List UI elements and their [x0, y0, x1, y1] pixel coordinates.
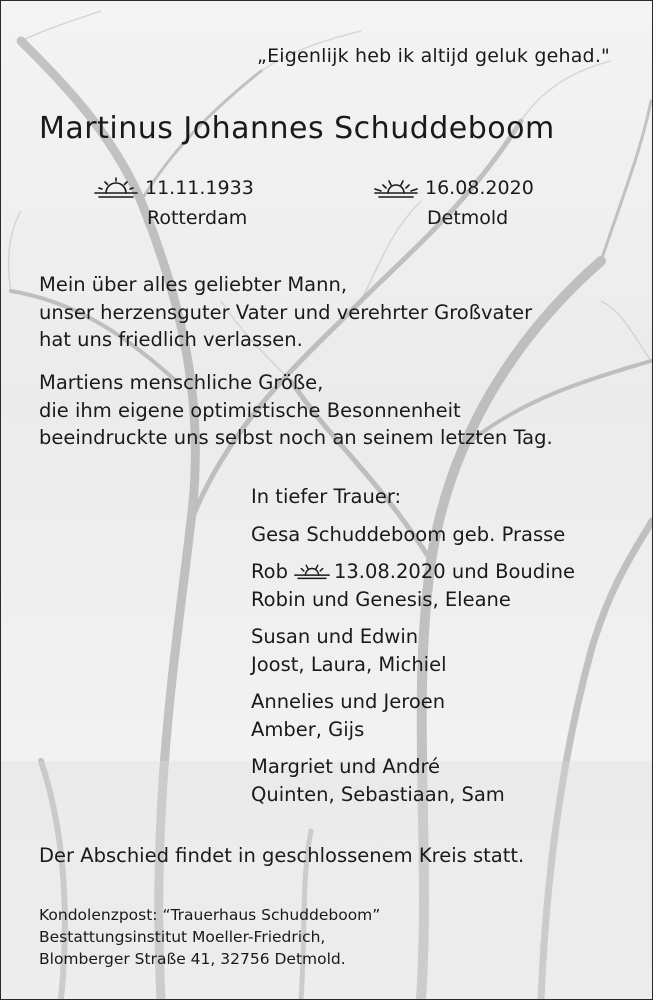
sunrise-icon	[93, 177, 139, 199]
mourner-children: Joost, Laura, Michiel	[251, 652, 447, 676]
death-date: 16.08.2020	[425, 177, 534, 199]
mourner-couple: Margriet und André	[251, 755, 441, 778]
tribute-line: die ihm eigene optimistische Besonnenheit	[39, 398, 461, 422]
farewell-note: Der Abschied findet in geschlossenem Kreis statt.	[39, 844, 525, 867]
contact-line: Kondolenzpost: “Trauerhaus Schuddeboom”	[39, 906, 381, 924]
widow-name: Gesa Schuddeboom geb. Prasse	[251, 522, 566, 546]
death-info	[373, 173, 534, 233]
mourner-children: Amber, Gijs	[251, 717, 365, 741]
tribute-line: Mein über alles geliebter Mann,	[39, 273, 348, 296]
birth-place: Rotterdam	[147, 207, 248, 229]
sunset-icon	[292, 562, 332, 580]
contact-line: Blomberger Straße 41, 32756 Detmold.	[39, 950, 346, 968]
condolence-address	[39, 904, 380, 970]
birth-info	[93, 173, 254, 233]
mourner-name: Rob	[251, 560, 288, 583]
sunset-icon	[373, 177, 419, 199]
mourner-group	[251, 623, 641, 678]
death-place: Detmold	[427, 207, 509, 229]
mourners-list	[251, 483, 641, 818]
tribute-line: unser herzensguter Vater und verehrter Großvater	[39, 300, 533, 324]
motto-quote: „Eigenlijk heb ik altijd geluk gehad."	[257, 45, 610, 67]
mourner-group	[251, 688, 641, 743]
mourner-group	[251, 753, 641, 808]
tribute-paragraph-1	[39, 271, 629, 354]
deceased-name: Martinus Johannes Schuddeboom	[39, 111, 555, 146]
tribute-paragraph-2	[39, 369, 629, 452]
tribute-line: hat uns friedlich verlassen.	[39, 328, 303, 351]
mourner-children: Robin und Genesis, Eleane	[251, 587, 511, 611]
mourner-couple: Susan und Edwin	[251, 625, 419, 648]
mourners-heading: In tiefer Trauer:	[251, 485, 402, 508]
mourner-date-text: 13.08.2020 und Boudine	[333, 560, 575, 583]
mourner-children: Quinten, Sebastiaan, Sam	[251, 782, 505, 806]
contact-line: Bestattungsinstitut Moeller-Friedrich,	[39, 928, 326, 946]
mourner-group-rob	[251, 558, 641, 613]
mourner-couple: Annelies und Jeroen	[251, 690, 446, 713]
birth-date: 11.11.1933	[145, 177, 254, 199]
tribute-line: Martiens menschliche Größe,	[39, 371, 324, 394]
tribute-line: beeindruckte uns selbst noch an seinem letzten Tag.	[39, 426, 553, 449]
